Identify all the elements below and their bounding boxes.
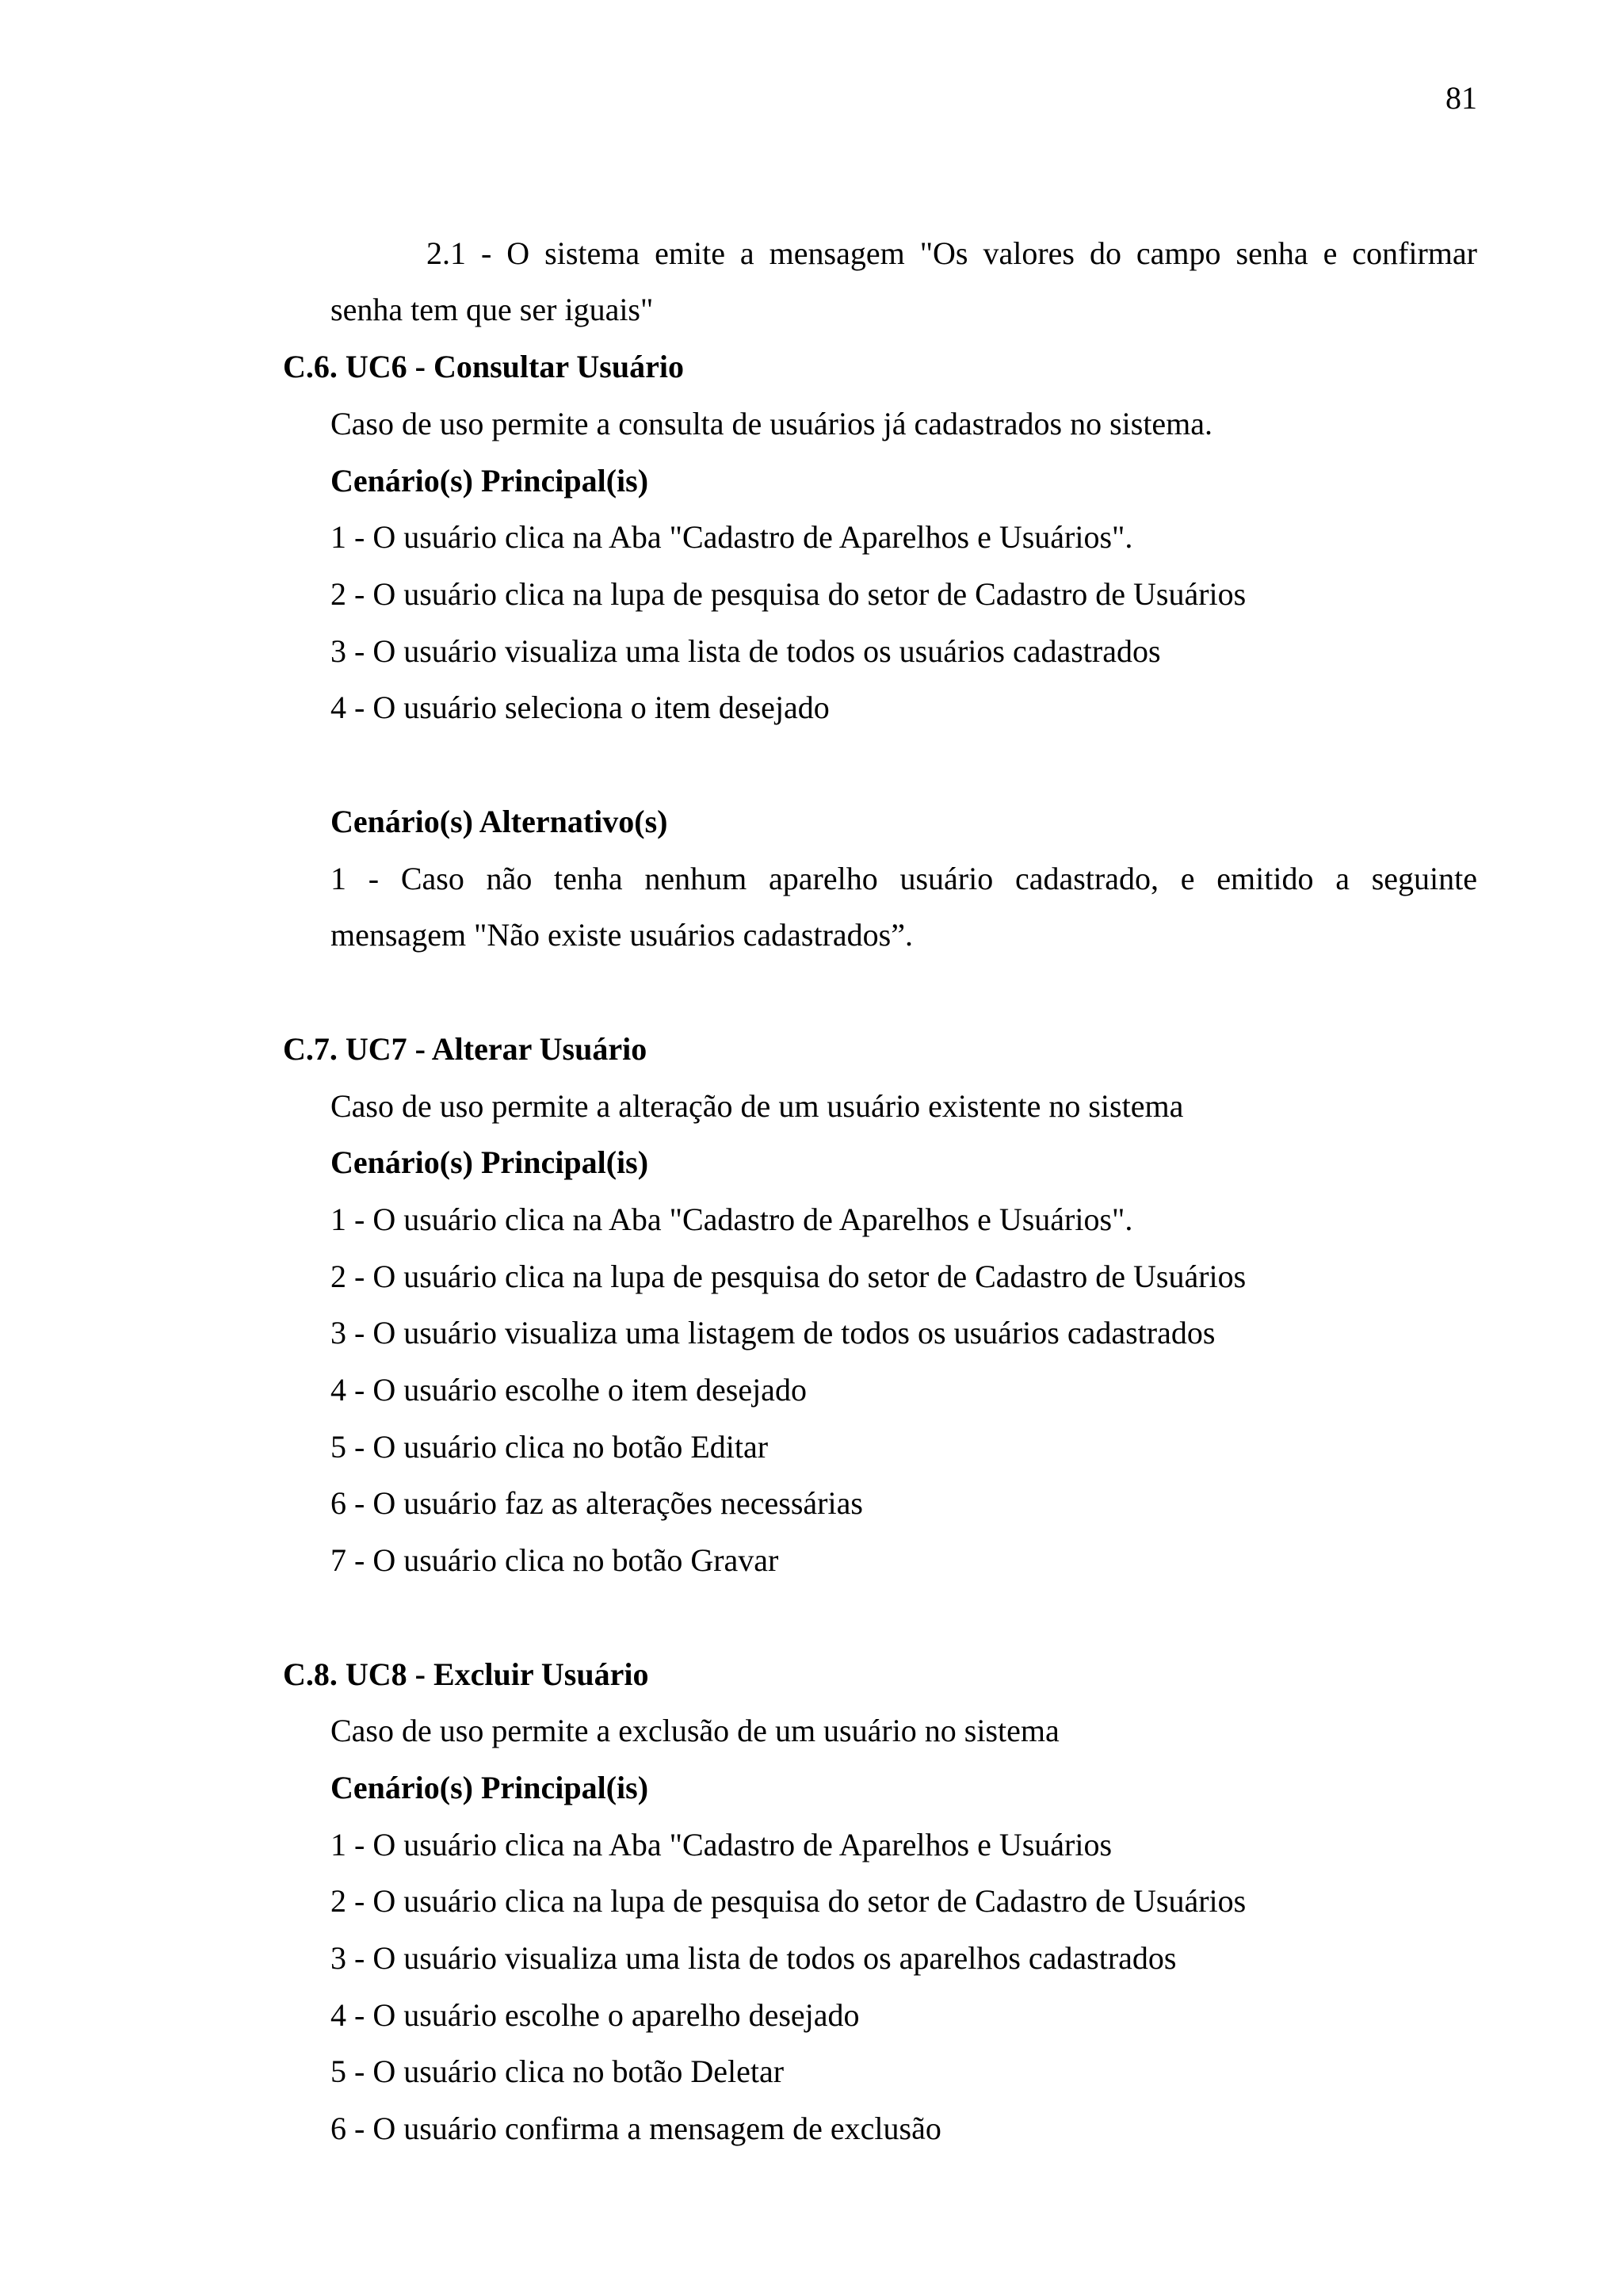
intro-line-1: 2.1 - O sistema emite a mensagem "Os valores do campo senha e confirmar bbox=[426, 235, 1477, 271]
uc8-step-6: 6 - O usuário confirma a mensagem de exclusão bbox=[330, 2111, 941, 2146]
uc8-principal-heading: Cenário(s) Principal(is) bbox=[330, 1770, 649, 1805]
uc7-heading: C.7. UC7 - Alterar Usuário bbox=[283, 1031, 647, 1067]
uc6-step-1: 1 - O usuário clica na Aba "Cadastro de Aparelhos e Usuários". bbox=[330, 519, 1133, 555]
uc8-step-3: 3 - O usuário visualiza uma lista de todos os aparelhos cadastrados bbox=[330, 1940, 1177, 1976]
uc6-alternative-line-2: mensagem "Não existe usuários cadastrados”. bbox=[330, 917, 913, 953]
uc6-principal-heading: Cenário(s) Principal(is) bbox=[330, 463, 649, 499]
page-number: 81 bbox=[1445, 80, 1477, 116]
uc7-step-3: 3 - O usuário visualiza uma listagem de todos os usuários cadastrados bbox=[330, 1315, 1216, 1350]
uc6-alternative-heading: Cenário(s) Alternativo(s) bbox=[330, 804, 668, 839]
uc7-step-2: 2 - O usuário clica na lupa de pesquisa do setor de Cadastro de Usuários bbox=[330, 1259, 1247, 1294]
uc8-heading: C.8. UC8 - Excluir Usuário bbox=[283, 1656, 649, 1692]
uc6-step-2: 2 - O usuário clica na lupa de pesquisa do setor de Cadastro de Usuários bbox=[330, 576, 1247, 612]
uc6-description: Caso de uso permite a consulta de usuários já cadastrados no sistema. bbox=[330, 406, 1213, 441]
uc7-step-7: 7 - O usuário clica no botão Gravar bbox=[330, 1542, 779, 1578]
uc7-description: Caso de uso permite a alteração de um usuário existente no sistema bbox=[330, 1088, 1184, 1124]
uc8-step-2: 2 - O usuário clica na lupa de pesquisa do setor de Cadastro de Usuários bbox=[330, 1883, 1247, 1919]
uc8-step-4: 4 - O usuário escolhe o aparelho desejado bbox=[330, 1997, 860, 2033]
uc6-alternative-line-1: 1 - Caso não tenha nenhum aparelho usuário cadastrado, e emitido a seguinte bbox=[330, 861, 1477, 896]
intro-line-2: senha tem que ser iguais" bbox=[330, 292, 654, 327]
uc7-step-5: 5 - O usuário clica no botão Editar bbox=[330, 1429, 769, 1465]
uc6-heading: C.6. UC6 - Consultar Usuário bbox=[283, 349, 684, 384]
uc8-description: Caso de uso permite a exclusão de um usuário no sistema bbox=[330, 1713, 1060, 1748]
uc7-principal-heading: Cenário(s) Principal(is) bbox=[330, 1144, 649, 1180]
uc7-step-4: 4 - O usuário escolhe o item desejado bbox=[330, 1372, 807, 1408]
uc6-step-3: 3 - O usuário visualiza uma lista de todos os usuários cadastrados bbox=[330, 633, 1161, 669]
uc7-step-1: 1 - O usuário clica na Aba "Cadastro de Aparelhos e Usuários". bbox=[330, 1201, 1133, 1237]
uc7-step-6: 6 - O usuário faz as alterações necessárias bbox=[330, 1485, 863, 1521]
uc8-step-1: 1 - O usuário clica na Aba "Cadastro de Aparelhos e Usuários bbox=[330, 1827, 1113, 1862]
uc8-step-5: 5 - O usuário clica no botão Deletar bbox=[330, 2053, 785, 2089]
uc6-step-4: 4 - O usuário seleciona o item desejado bbox=[330, 690, 830, 725]
